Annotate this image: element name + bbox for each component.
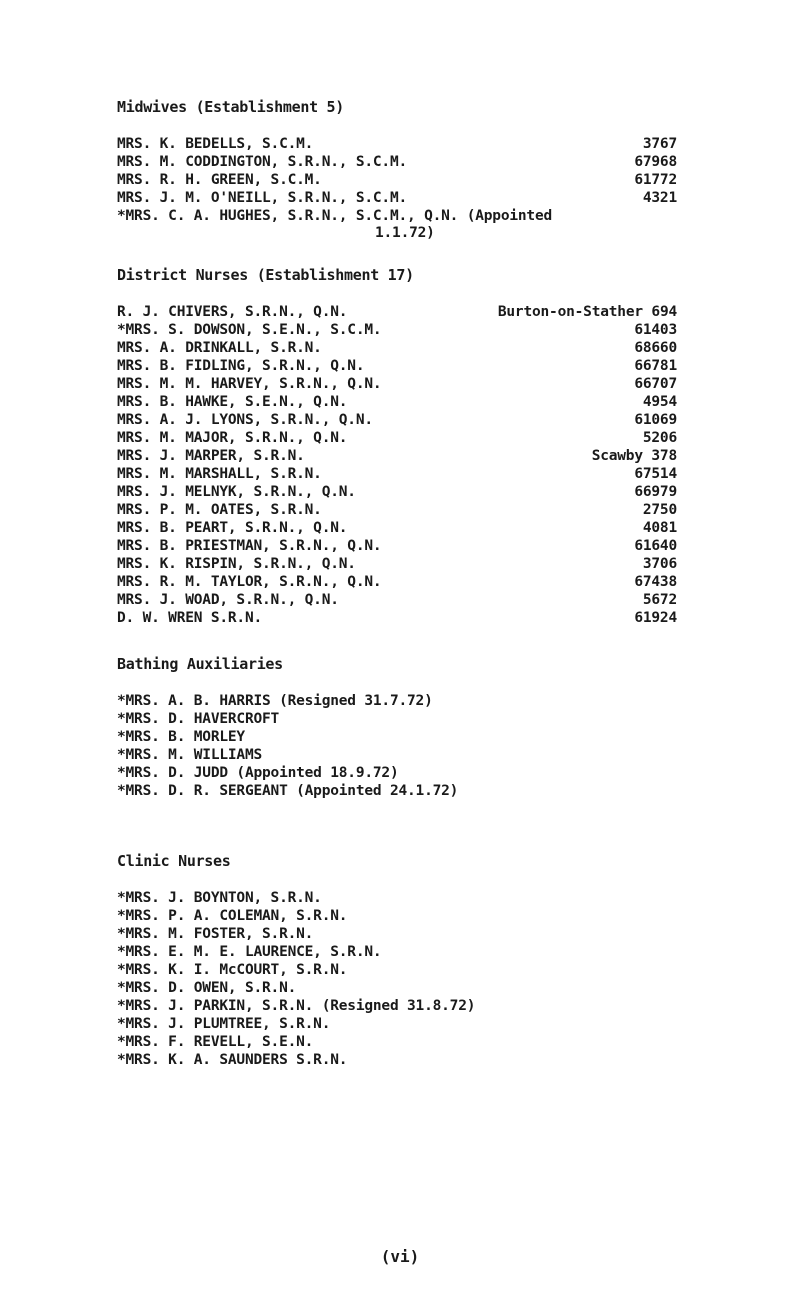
- list-item: [117, 591, 677, 609]
- staff-name: *MRS. A. B. HARRIS (Resigned 31.7.72): [117, 693, 433, 709]
- staff-name: MRS. P. M. OATES, S.R.N.: [117, 502, 322, 518]
- staff-name: D. W. WREN S.R.N.: [117, 610, 263, 626]
- staff-name: MRS. A. J. LYONS, S.R.N., Q.N.: [117, 412, 373, 428]
- staff-phone: 66781: [634, 358, 677, 374]
- staff-name: MRS. R. M. TAYLOR, S.R.N., Q.N.: [117, 574, 382, 590]
- list-item: [117, 692, 677, 710]
- staff-name: MRS. J. M. O'NEILL, S.R.N., S.C.M.: [117, 190, 408, 206]
- list-item: [117, 411, 677, 429]
- bathing-auxiliaries-heading: Bathing Auxiliaries: [117, 655, 283, 673]
- staff-phone: 3767: [642, 136, 677, 152]
- staff-name: MRS. B. FIDLING, S.R.N., Q.N.: [117, 358, 365, 374]
- staff-name: *MRS. M. FOSTER, S.R.N.: [117, 926, 314, 942]
- staff-name: MRS. B. PRIESTMAN, S.R.N., Q.N.: [117, 538, 382, 554]
- staff-name: *MRS. P. A. COLEMAN, S.R.N.: [117, 908, 348, 924]
- list-item: [117, 447, 677, 465]
- staff-name: *MRS. F. REVELL, S.E.N.: [117, 1034, 314, 1050]
- staff-name: MRS. M. MARSHALL, S.R.N.: [117, 466, 322, 482]
- staff-phone: 66979: [634, 484, 677, 500]
- list-item: [117, 339, 677, 357]
- staff-phone: 4081: [642, 520, 677, 536]
- staff-phone: 68660: [634, 340, 677, 356]
- list-item: [117, 303, 677, 321]
- staff-name: MRS. K. BEDELLS, S.C.M.: [117, 136, 314, 152]
- staff-phone: 61403: [634, 322, 677, 338]
- staff-phone: Scawby 378: [591, 448, 677, 464]
- staff-name: *MRS. M. WILLIAMS: [117, 747, 263, 763]
- list-item: [117, 1051, 677, 1069]
- staff-phone: Burton-on-Stather 694: [497, 304, 677, 320]
- staff-name: MRS. M. MAJOR, S.R.N., Q.N.: [117, 430, 348, 446]
- staff-phone: 5206: [642, 430, 677, 446]
- list-item: [117, 997, 677, 1015]
- list-item: [117, 961, 677, 979]
- staff-phone: 67514: [634, 466, 677, 482]
- staff-name: MRS. J. MELNYK, S.R.N., Q.N.: [117, 484, 356, 500]
- clinic-nurses-list: [117, 889, 677, 1069]
- list-item: [117, 153, 677, 171]
- list-item: [117, 746, 677, 764]
- staff-phone: 2750: [642, 502, 677, 518]
- staff-name: *MRS. D. HAVERCROFT: [117, 711, 280, 727]
- staff-name: *MRS. J. PLUMTREE, S.R.N.: [117, 1016, 331, 1032]
- district-nurses-list: [117, 303, 677, 627]
- staff-phone: 67968: [634, 154, 677, 170]
- list-item: [117, 925, 677, 943]
- staff-phone: 66707: [634, 376, 677, 392]
- staff-phone: 61069: [634, 412, 677, 428]
- staff-name: *MRS. S. DOWSON, S.E.N., S.C.M.: [117, 322, 382, 338]
- list-item: [117, 979, 677, 997]
- staff-name: MRS. M. M. HARVEY, S.R.N., Q.N.: [117, 376, 382, 392]
- staff-name: *MRS. D. JUDD (Appointed 18.9.72): [117, 765, 399, 781]
- page-number: (vi): [380, 1247, 420, 1266]
- staff-name: *MRS. D. R. SERGEANT (Appointed 24.1.72): [117, 783, 459, 799]
- staff-phone: 67438: [634, 574, 677, 590]
- staff-name: MRS. K. RISPIN, S.R.N., Q.N.: [117, 556, 356, 572]
- staff-name: MRS. A. DRINKALL, S.R.N.: [117, 340, 322, 356]
- list-item: [117, 357, 677, 375]
- staff-name: *MRS. J. BOYNTON, S.R.N.: [117, 890, 322, 906]
- staff-name: *MRS. K. I. McCOURT, S.R.N.: [117, 962, 348, 978]
- staff-phone: 61640: [634, 538, 677, 554]
- staff-phone: 61924: [634, 610, 677, 626]
- list-item: [117, 321, 677, 339]
- list-item: [117, 1015, 677, 1033]
- list-item: [117, 573, 677, 591]
- midwives-continuation: 1.1.72): [375, 225, 435, 241]
- bathing-auxiliaries-list: [117, 692, 677, 800]
- staff-name: *MRS. E. M. E. LAURENCE, S.R.N.: [117, 944, 382, 960]
- staff-name: *MRS. B. MORLEY: [117, 729, 245, 745]
- staff-phone: 3706: [642, 556, 677, 572]
- list-item: [117, 782, 677, 800]
- list-item: [117, 537, 677, 555]
- staff-phone: 5672: [642, 592, 677, 608]
- list-item: [117, 393, 677, 411]
- list-item: [117, 710, 677, 728]
- staff-phone: 61772: [634, 172, 677, 188]
- staff-name: MRS. J. MARPER, S.R.N.: [117, 448, 305, 464]
- midwives-heading: Midwives (Establishment 5): [117, 98, 345, 116]
- list-item: [117, 429, 677, 447]
- list-item: [117, 609, 677, 627]
- list-item: [117, 465, 677, 483]
- staff-name: *MRS. K. A. SAUNDERS S.R.N.: [117, 1052, 348, 1068]
- staff-name: R. J. CHIVERS, S.R.N., Q.N.: [117, 304, 348, 320]
- list-item: [117, 501, 677, 519]
- staff-name: MRS. B. HAWKE, S.E.N., Q.N.: [117, 394, 348, 410]
- list-item: [117, 728, 677, 746]
- staff-name: *MRS. D. OWEN, S.R.N.: [117, 980, 297, 996]
- staff-phone: 4954: [642, 394, 677, 410]
- list-item: [117, 171, 677, 189]
- list-item: [117, 519, 677, 537]
- district-nurses-heading: District Nurses (Establishment 17): [117, 266, 414, 284]
- list-item: [117, 907, 677, 925]
- list-item: [117, 555, 677, 573]
- staff-name: MRS. M. CODDINGTON, S.R.N., S.C.M.: [117, 154, 408, 170]
- list-item: [117, 189, 677, 207]
- staff-name: MRS. J. WOAD, S.R.N., Q.N.: [117, 592, 339, 608]
- list-item: [117, 483, 677, 501]
- list-item: [117, 889, 677, 907]
- list-item: [117, 943, 677, 961]
- list-item: [117, 135, 677, 153]
- staff-name: MRS. R. H. GREEN, S.C.M.: [117, 172, 322, 188]
- clinic-nurses-heading: Clinic Nurses: [117, 852, 231, 870]
- list-item: [117, 375, 677, 393]
- list-item: [117, 207, 677, 225]
- list-item: [117, 1033, 677, 1051]
- staff-name: MRS. B. PEART, S.R.N., Q.N.: [117, 520, 348, 536]
- midwives-list: [117, 135, 677, 225]
- staff-name: *MRS. J. PARKIN, S.R.N. (Resigned 31.8.72): [117, 998, 476, 1014]
- staff-name: *MRS. C. A. HUGHES, S.R.N., S.C.M., Q.N. (Appointed: [117, 208, 553, 224]
- staff-phone: 4321: [642, 190, 677, 206]
- list-item: [117, 764, 677, 782]
